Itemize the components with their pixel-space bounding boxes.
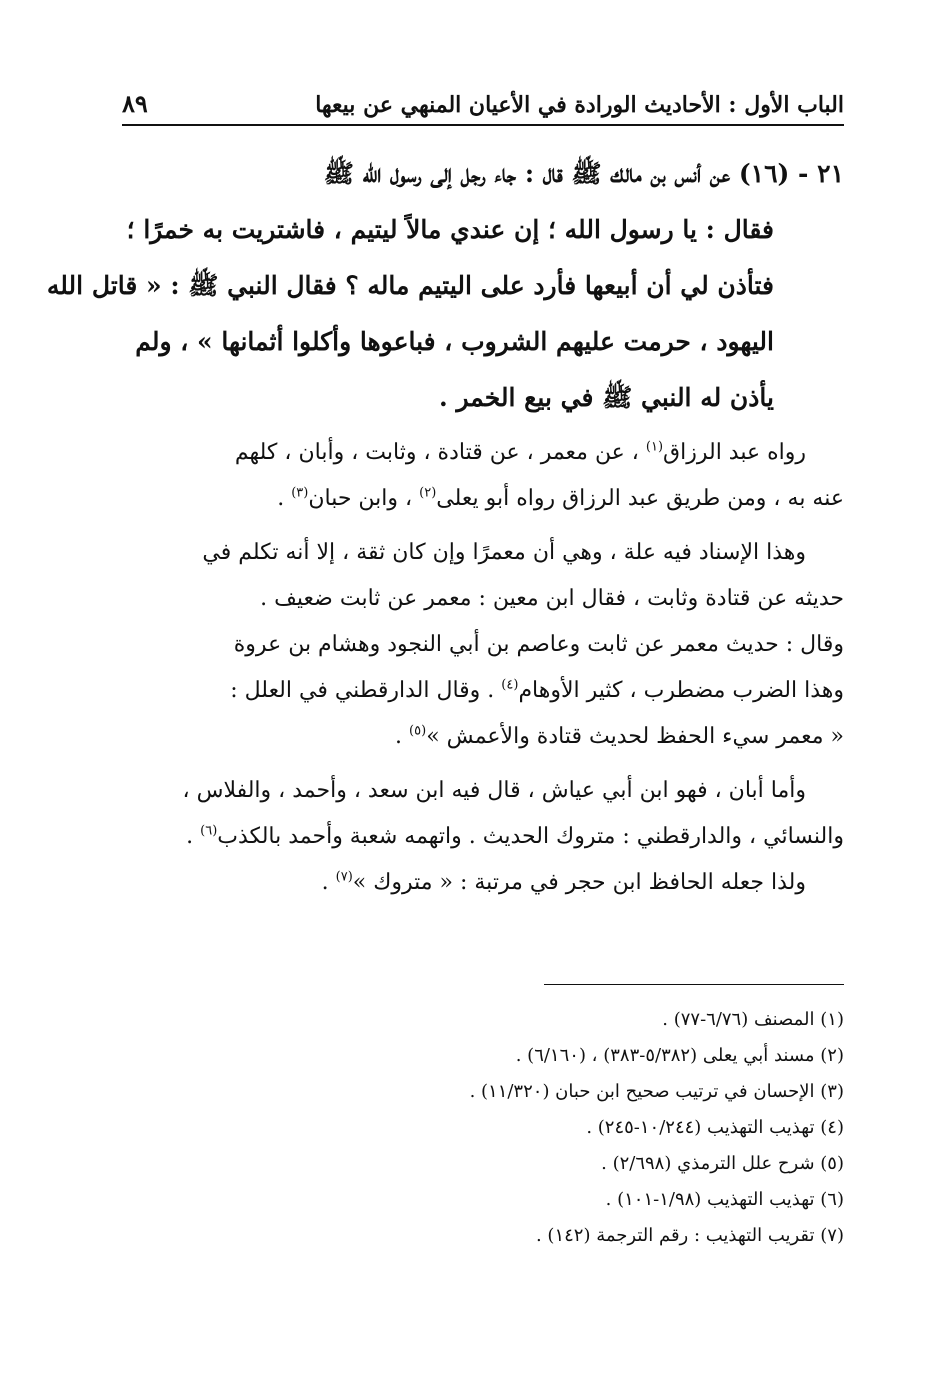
footnote: (٦) تهذيب التهذيب (١/٩٨-١٠١) . <box>605 1189 844 1210</box>
footnote: (٢) مسند أبي يعلى (٥/٣٨٢-٣٨٣) ، (٦/١٦٠) . <box>515 1045 844 1066</box>
footnote: (١) المصنف (٦/٧٦-٧٧) . <box>662 1009 844 1030</box>
text-run: وهذا الضرب مضطرب ، كثير الأوهام <box>518 678 844 703</box>
footnote: (٣) الإحسان في ترتيب صحيح ابن حبان (١١/٣٢٠) . <box>469 1081 844 1102</box>
text-line: وهذا الإسناد فيه علة ، وهي أن معمرًا وإن كان ثقة ، إلا أنه تكلم في <box>202 540 806 565</box>
hadith-line: فقال : يا رسول الله ؛ إن عندي مالاً ليتيم ، فاشتريت به خمرًا ؛ <box>126 215 774 244</box>
hadith-text <box>46 146 844 426</box>
text-run: ، عن معمر ، عن قتادة ، وثابت ، وأبان ، كلهم <box>234 440 639 465</box>
text-run: . <box>277 486 285 511</box>
text-run: . <box>395 724 403 749</box>
page-header <box>122 80 844 126</box>
commentary <box>116 430 844 906</box>
paragraph-ibn-hajar <box>116 860 844 906</box>
footnote: (٤) تهذيب التهذيب (١٠/٢٤٤-٢٤٥) . <box>586 1117 844 1138</box>
footnotes <box>144 1002 844 1254</box>
footnote: (٥) شرح علل الترمذي (٢/٦٩٨) . <box>601 1153 844 1174</box>
text-run: ولذا جعله الحافظ ابن حجر في مرتبة : « متروك » <box>352 870 806 895</box>
text-line: وقال : حديث معمر عن ثابت وعاصم بن أبي النجود وهشام بن عروة <box>233 632 844 657</box>
text-line: حديثه عن قتادة وثابت ، فقال ابن معين : معمر عن ثابت ضعيف . <box>260 586 844 611</box>
paragraph-narration <box>116 430 844 522</box>
text-run: ، وابن حبان <box>308 486 413 511</box>
footnote-divider <box>544 984 844 985</box>
text-line <box>116 814 844 860</box>
text-line <box>116 714 844 760</box>
footnote-ref: (٥) <box>409 723 427 739</box>
text-run: . <box>321 870 329 895</box>
running-title: الباب الأول : الأحاديث الورادة في الأعيان المنهي عن بيعها <box>315 92 844 118</box>
hadith-line: اليهود ، حرمت عليهم الشروب ، فباعوها وأكلوا أثمانها » ، ولم <box>135 327 774 356</box>
text-run: . وقال الدارقطني في العلل : <box>230 678 495 703</box>
text-run: . <box>186 824 194 849</box>
text-line <box>116 430 844 476</box>
text-run: رواه عبد الرزاق <box>663 440 806 465</box>
text-line <box>116 860 844 906</box>
footnote-ref: (٦) <box>200 823 218 839</box>
hadith-line: فتأذن لي أن أبيعها فأرد على اليتيم ماله ؟ فقال النبي ﷺ : « قاتل الله <box>46 271 774 300</box>
footnote: (٧) تقريب التهذيب : رقم الترجمة (١٤٢) . <box>535 1225 844 1246</box>
footnote-ref: (٤) <box>501 677 519 693</box>
paragraph-aban <box>116 768 844 860</box>
hadith-line: ٢١ - (١٦) عن أنس بن مالك ﷺ قال : جاء رجل إلى رسول الله ﷺ <box>323 159 844 188</box>
footnote-ref: (٢) <box>419 485 437 501</box>
text-run: « معمر سيء الحفظ لحديث قتادة والأعمش » <box>426 724 844 749</box>
footnote-ref: (٧) <box>335 869 353 885</box>
paragraph-isnad <box>116 530 844 760</box>
footnote-ref: (١) <box>645 439 664 455</box>
text-run: والنسائي ، والدارقطني : متروك الحديث . واتهمه شعبة وأحمد بالكذب <box>217 824 844 849</box>
text-line: وأما أبان ، فهو ابن أبي عياش ، قال فيه ابن سعد ، وأحمد ، والفلاس ، <box>182 778 806 803</box>
page-number: ٨٩ <box>122 89 148 118</box>
hadith-line: يأذن له النبي ﷺ في بيع الخمر . <box>439 383 774 412</box>
text-line <box>116 476 844 522</box>
text-run: عنه به ، ومن طريق عبد الرزاق رواه أبو يعلى <box>436 486 844 511</box>
text-line <box>116 668 844 714</box>
footnote-ref: (٣) <box>291 485 309 501</box>
